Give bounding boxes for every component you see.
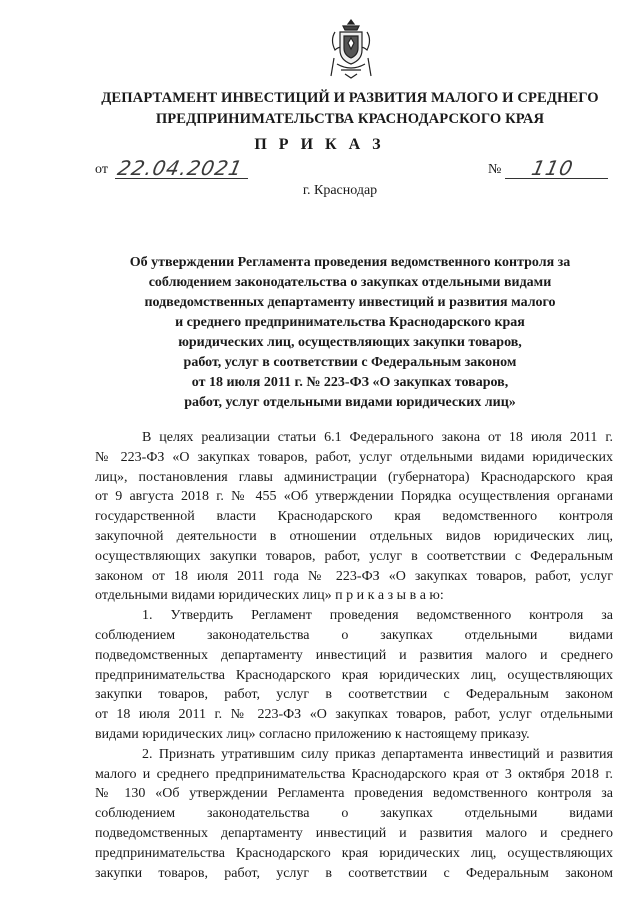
order-subject [60,253,639,413]
number-label: № [488,162,502,177]
body-line: подведомственных департаменту инвестиций и развития малого и среднего [95,825,613,841]
body-line: лиц», постановления главы администрации (губернатора) Краснодарского края [95,469,613,485]
order-title: П Р И К А З [254,136,385,153]
body-line: закупки товаров, работ, услуг в соответствии с Федеральным законом [95,865,613,881]
body-line: В целях реализации статьи 6.1 Федерального закона от 18 июля 2011 г. [142,430,613,445]
department-name [60,88,639,130]
body-line: государственной власти Краснодарского края ведомственного контроля [95,509,613,525]
body-line: от 9 августа 2018 г. № 455 «Об утверждении Порядка осуществления органами [95,489,613,505]
body-line: закупочной деятельности в отношении отдельных видов юридических лиц, [95,528,613,544]
subject-line: Об утверждении Регламента проведения ведомственного контроля за [129,255,571,270]
body-line: подведомственных департаменту инвестиций и развития малого и среднего [95,647,613,663]
body-line: 1. Утвердить Регламент проведения ведомственного контроля за [142,608,613,624]
body-line: соблюдением законодательства о закупках отдельными видами [95,806,613,822]
body-line: № 130 «Об утверждении Регламента проведения ведомственного контроля за [95,786,613,802]
department-name-line-1: ДЕПАРТАМЕНТ ИНВЕСТИЦИЙ И РАЗВИТИЯ МАЛОГО И СРЕДНЕГО [101,90,599,106]
subject-line: подведомственных департаменту инвестиций и развития малого [144,295,556,310]
body-line: отдельными видами юридических лиц» п р и к а з ы в а ю: [95,588,444,604]
body-line: предпринимательства Краснодарского края юридических лиц, осуществляющих [95,845,613,861]
body-line: соблюдением законодательства о закупках отдельными видами [95,627,613,643]
body-line: № 223-ФЗ «О закупках товаров, работ, услуг отдельными видами юридических [95,449,613,465]
order-number: 110 [529,156,576,180]
order-body [95,428,613,883]
body-line: видами юридических лиц» согласно приложению к настоящему приказу. [95,726,530,742]
body-line: от 18 июля 2011 г. № 223-ФЗ «О закупках товаров, работ, услуг отдельными [95,707,613,723]
date-label: от [95,162,108,177]
subject-line: и среднего предпринимательства Краснодарского края [175,315,525,330]
subject-line: работ, услуг отдельными видами юридических лиц» [184,395,516,410]
city: г. Краснодар [302,183,378,198]
body-line: законом от 18 июля 2011 года № 223-ФЗ «О закупках товаров, работ, услуг [95,568,613,584]
subject-line: от 18 июля 2011 г. № 223-ФЗ «О закупках товаров, [191,375,509,390]
body-line: малого и среднего предпринимательства Краснодарского края от 3 октября 2018 г. [95,766,613,782]
body-line: осуществляющих закупки товаров, работ, услуг в соответствии с Федеральным [95,548,613,564]
body-line: предпринимательства Краснодарского края юридических лиц, осуществляющих [95,667,613,683]
order-date: 22.04.2021 [115,156,246,180]
subject-line: работ, услуг в соответствии с Федеральным законом [183,355,517,370]
body-line: 2. Признать утратившим силу приказ департамента инвестиций и развития [142,746,613,762]
subject-line: юридических лиц, осуществляющих закупки товаров, [178,335,522,350]
department-name-line-2: ПРЕДПРИНИМАТЕЛЬСТВА КРАСНОДАРСКОГО КРАЯ [155,111,545,127]
body-line: закупки товаров, работ, услуг в соответствии с Федеральным законом [95,687,613,703]
krasnodar-coat-of-arms-icon [329,18,373,80]
subject-line: соблюдением законодательства о закупках отдельными видами [148,275,552,290]
